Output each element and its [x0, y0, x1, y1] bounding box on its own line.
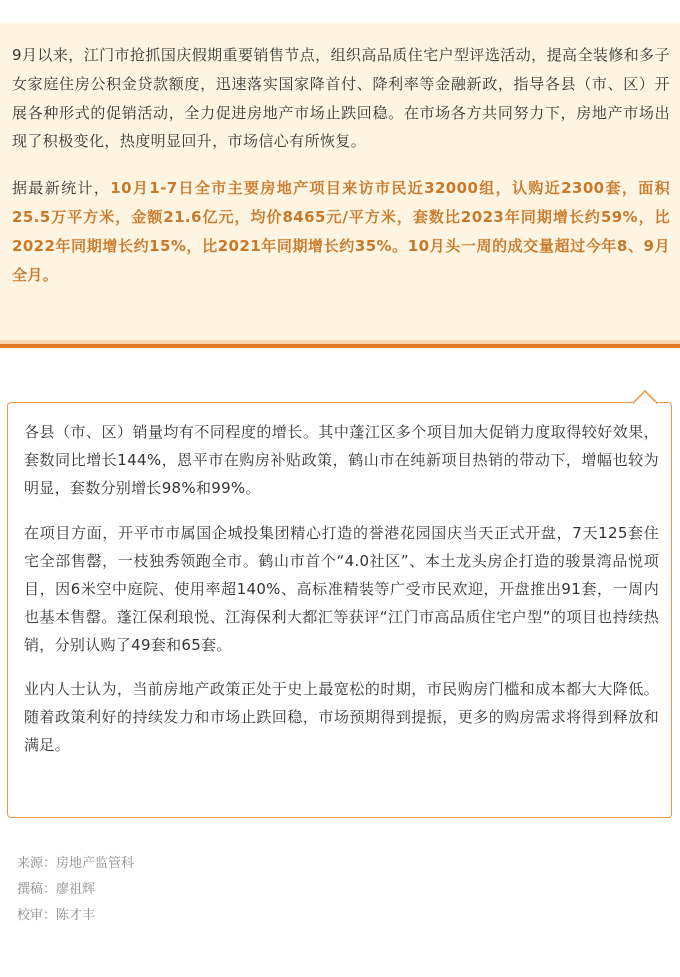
details-card — [7, 402, 672, 818]
intro-paragraph-2-prefix: 据最新统计， — [12, 179, 111, 198]
reviewer-credit: 校审：陈才丰 — [17, 908, 96, 923]
intro-panel — [0, 23, 680, 340]
intro-paragraph-1: 9月以来，江门市抢抓国庆假期重要销售节点，组织高品质住宅户型评选活动，提高全装修和多子女家庭住房公积金贷款额度，迅速落实国家降首付、降利率等金融新政，指导各县（市、区）开展各种形式的促销活动，全力促进房地产市场止跌回稳。在市场各方共同努力下，房地产市场出现了积极变化，热度明显回升，市场信心有所恢复。 — [12, 46, 670, 151]
author-credit: 撰稿：廖祖辉 — [17, 882, 96, 897]
credits — [17, 851, 134, 929]
card-paragraph-3: 业内人士认为，当前房地产政策正处于史上最宽松的时期，市民购房门槛和成本都大大降低。随着政策利好的持续发力和市场止跌回稳，市场预期得到提振，更多的购房需求将得到释放和满足。 — [24, 679, 659, 755]
statistics-highlight: 10月1-7日全市主要房地产项目来访市民近32000组，认购近2300套，面积25.5万平方米，金额21.6亿元，均价8465元/平方米，套数比2023年同期增长约59%，比2022年同期增长约15%，比2021年同期增长约35%。10月头一周的成交量超过今年8、9月全月。 — [12, 179, 670, 284]
section-divider — [0, 344, 680, 348]
source-credit: 来源：房地产监管科 — [17, 856, 135, 871]
intro-paragraph-2 — [12, 174, 670, 289]
card-paragraph-1: 各县（市、区）销量均有不同程度的增长。其中蓬江区多个项目加大促销力度取得较好效果，套数同比增长144%，恩平市在购房补贴政策，鹤山市在纯新项目热销的带动下，增幅也较为明显，套数分别增长98%和99%。 — [24, 423, 659, 498]
card-paragraph-2: 在项目方面，开平市市属国企城投集团精心打造的誉港花园国庆当天正式开盘，7天125套住宅全部售罄，一枝独秀领跑全市。鹤山市首个“4.0社区”、本土龙头房企打造的骏景湾品悦项目，因6米空中庭院、使用率超140%、高标准精装等广受市民欢迎，开盘推出91套，一周内也基本售罄。蓬江保利琅悦、江海保利大都汇等获评“江门市高品质住宅户型”的项目也持续热销，分别认购了49套和65套。 — [24, 523, 659, 655]
